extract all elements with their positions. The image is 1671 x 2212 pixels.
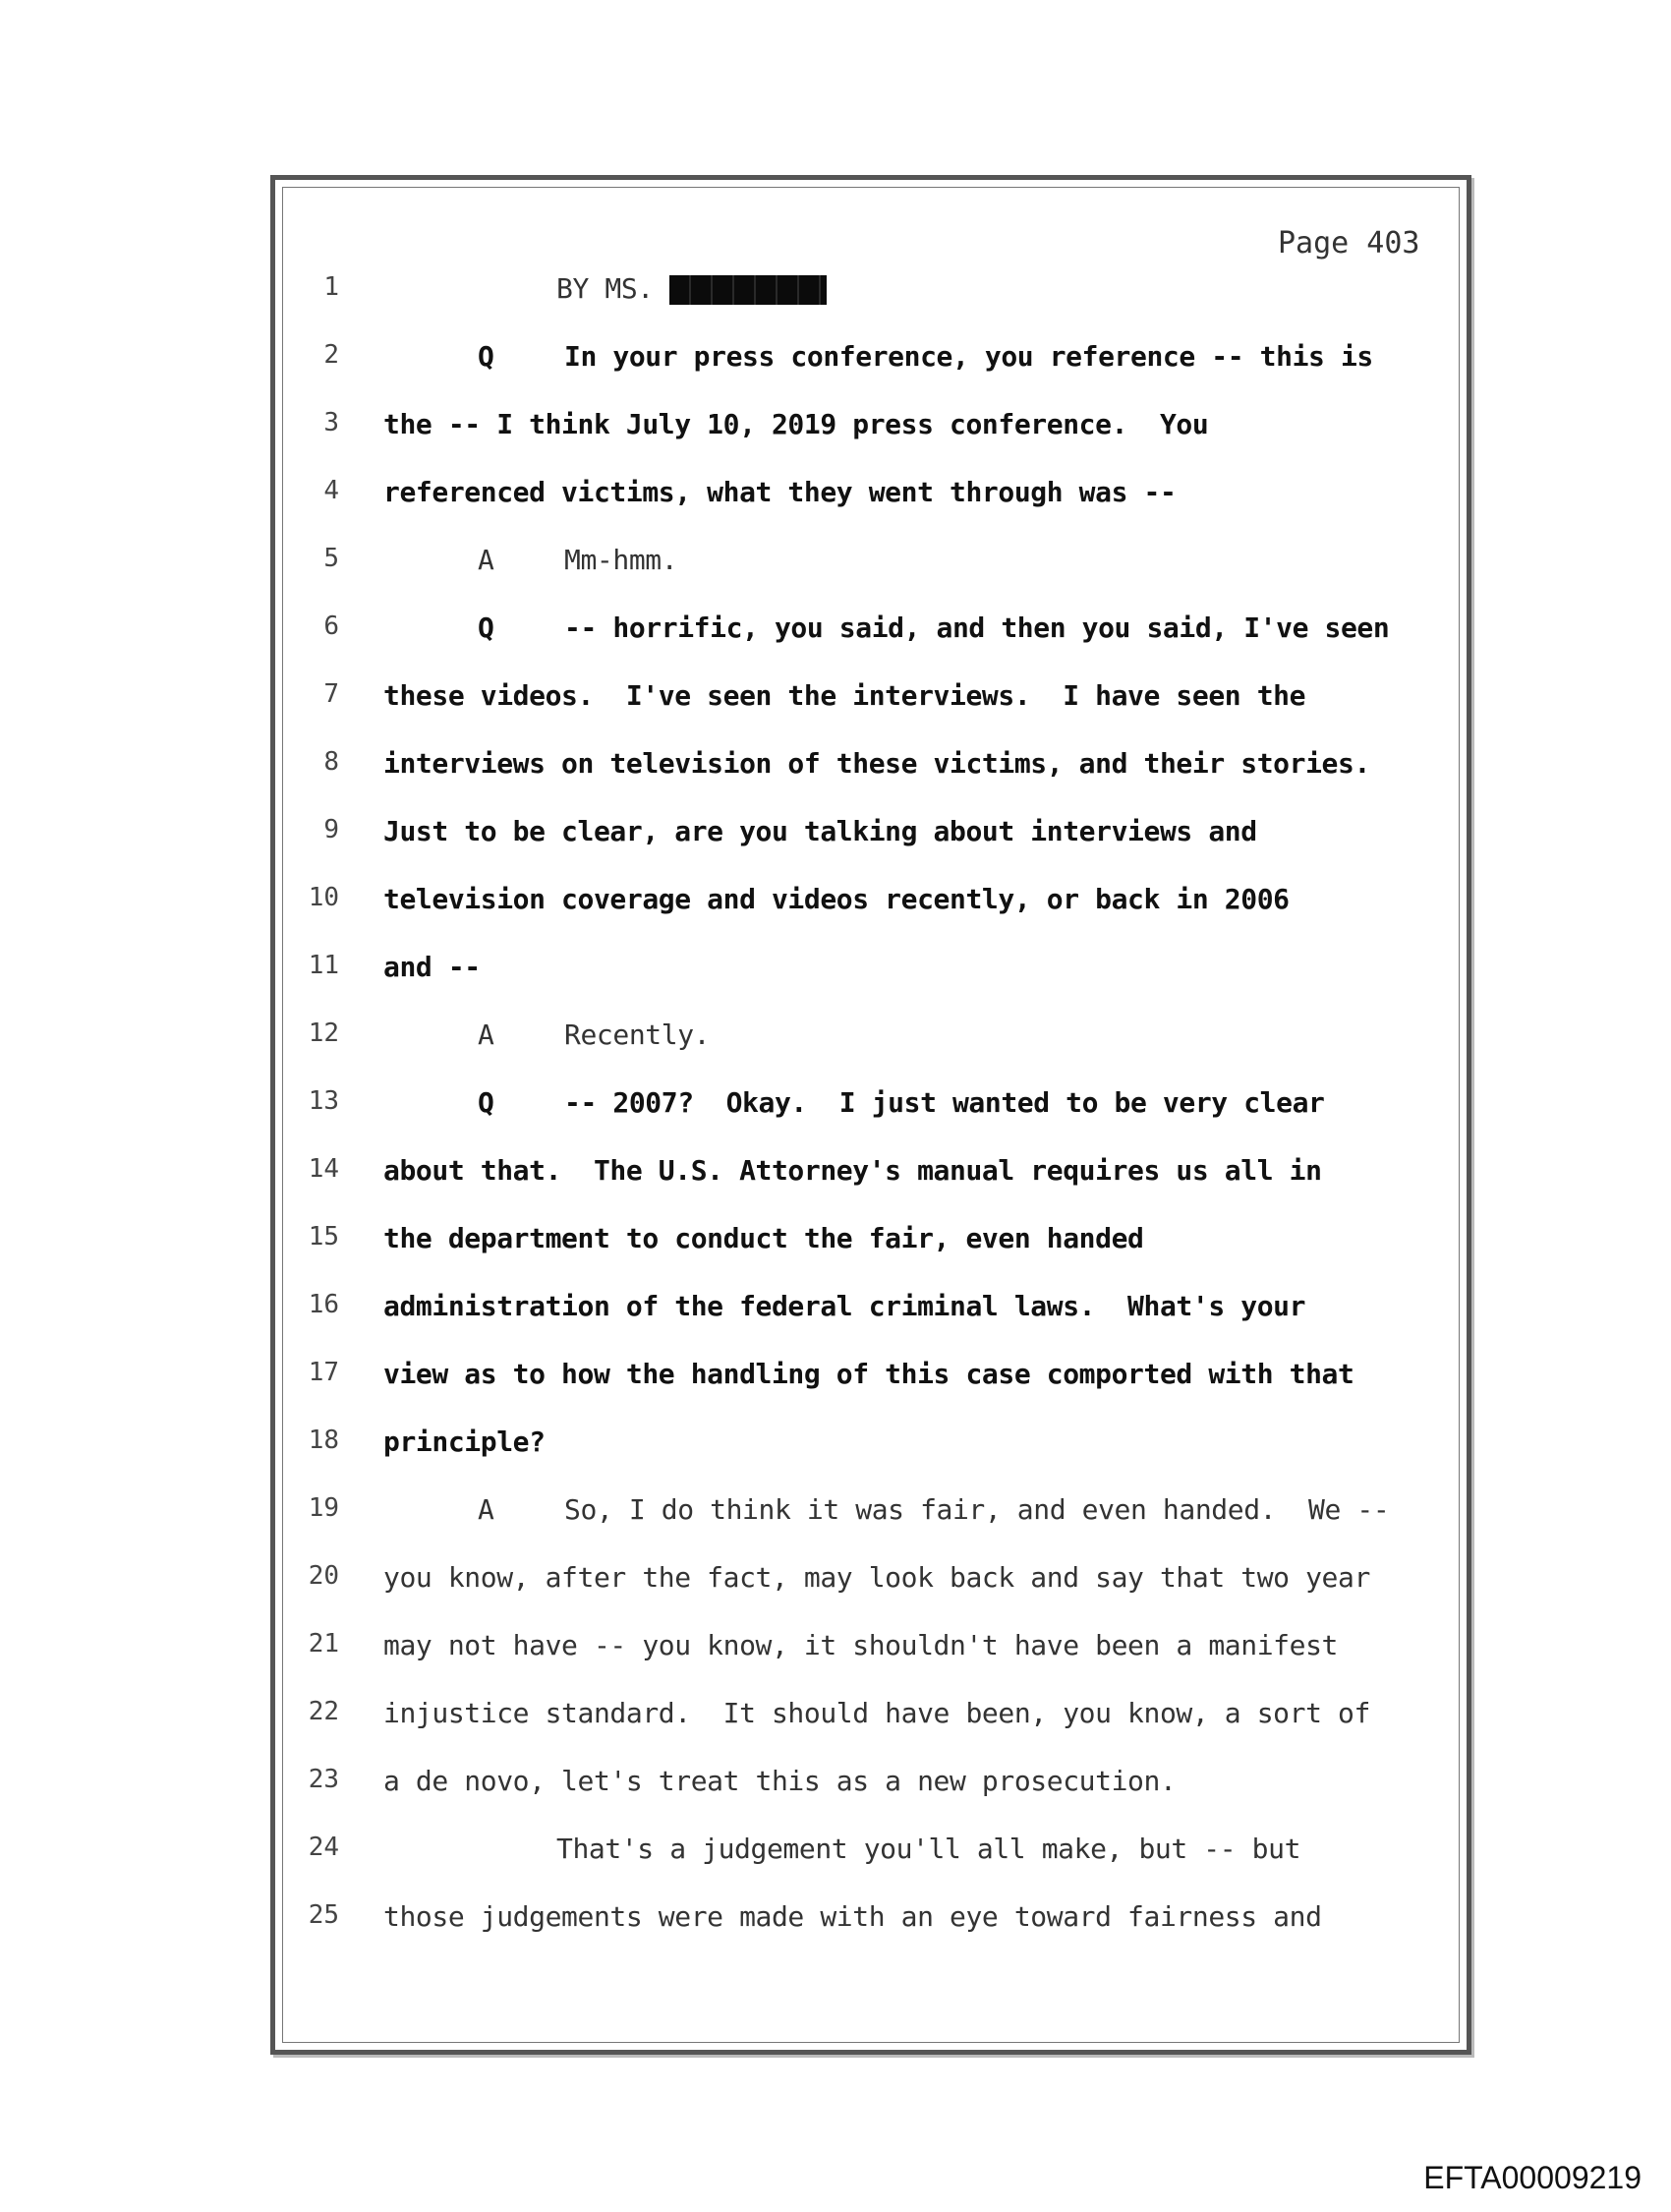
transcript-line xyxy=(0,1697,1671,1765)
line-text: view as to how the handling of this case comported with that xyxy=(383,1358,1354,1390)
line-text: -- horrific, you said, and then you said, I've seen xyxy=(564,611,1390,644)
line-text: administration of the federal criminal laws. What's your xyxy=(383,1290,1306,1322)
speaker-label: Q xyxy=(478,611,494,644)
line-text: Recently. xyxy=(564,1019,711,1051)
line-text: -- 2007? Okay. I just wanted to be very clear xyxy=(564,1086,1325,1119)
line-number: 20 xyxy=(308,1561,339,1591)
line-number: 17 xyxy=(308,1358,339,1387)
transcript-line xyxy=(0,611,1671,679)
line-number: 12 xyxy=(308,1019,339,1048)
line-text: about that. The U.S. Attorney's manual requires us all in xyxy=(383,1154,1322,1187)
transcript-line xyxy=(0,1561,1671,1629)
transcript-line xyxy=(0,1833,1671,1900)
speaker-label: A xyxy=(478,1493,494,1526)
transcript-line xyxy=(0,679,1671,747)
transcript-line xyxy=(0,1493,1671,1561)
line-text: these videos. I've seen the interviews. I have seen the xyxy=(383,679,1306,712)
line-text: those judgements were made with an eye toward fairness and xyxy=(383,1900,1322,1933)
line-number: 11 xyxy=(308,951,339,980)
page-number: Page 403 xyxy=(1278,226,1420,261)
line-text: In your press conference, you reference -- this is xyxy=(564,340,1373,373)
line-number: 18 xyxy=(308,1426,339,1455)
line-number: 21 xyxy=(308,1629,339,1659)
line-text: the department to conduct the fair, even handed xyxy=(383,1222,1144,1254)
transcript-line xyxy=(0,1154,1671,1222)
speaker-label: Q xyxy=(478,1086,494,1119)
line-text: BY MS. xyxy=(556,272,654,305)
transcript-line xyxy=(0,1765,1671,1833)
redaction-block xyxy=(669,275,827,305)
line-number: 23 xyxy=(308,1765,339,1794)
line-text: the -- I think July 10, 2019 press conference. You xyxy=(383,408,1209,440)
line-number: 15 xyxy=(308,1222,339,1252)
line-number: 8 xyxy=(323,747,339,777)
line-text: a de novo, let's treat this as a new prosecution. xyxy=(383,1765,1177,1797)
line-text: Just to be clear, are you talking about interviews and xyxy=(383,815,1257,847)
line-number: 25 xyxy=(308,1900,339,1930)
line-number: 19 xyxy=(308,1493,339,1523)
transcript-line xyxy=(0,1086,1671,1154)
line-number: 1 xyxy=(323,272,339,302)
transcript-line xyxy=(0,272,1671,340)
transcript-line xyxy=(0,408,1671,476)
line-text: may not have -- you know, it shouldn't have been a manifest xyxy=(383,1629,1338,1661)
line-number: 13 xyxy=(308,1086,339,1116)
line-number: 10 xyxy=(308,883,339,912)
transcript-line xyxy=(0,1900,1671,1968)
transcript-line xyxy=(0,1358,1671,1426)
line-number: 9 xyxy=(323,815,339,844)
line-number: 2 xyxy=(323,340,339,370)
transcript-line xyxy=(0,747,1671,815)
line-number: 6 xyxy=(323,611,339,641)
line-number: 24 xyxy=(308,1833,339,1862)
line-number: 16 xyxy=(308,1290,339,1319)
speaker-label: A xyxy=(478,1019,494,1051)
line-number: 14 xyxy=(308,1154,339,1184)
speaker-label: Q xyxy=(478,340,494,373)
document-id-footer: EFTA00009219 xyxy=(1423,2160,1642,2195)
line-number: 4 xyxy=(323,476,339,505)
line-text: you know, after the fact, may look back and say that two year xyxy=(383,1561,1370,1594)
transcript-line xyxy=(0,883,1671,951)
line-text: interviews on television of these victims, and their stories. xyxy=(383,747,1370,780)
line-text: That's a judgement you'll all make, but -- but xyxy=(556,1833,1301,1865)
transcript-line xyxy=(0,476,1671,544)
line-text: referenced victims, what they went through was -- xyxy=(383,476,1177,508)
transcript-line xyxy=(0,1426,1671,1493)
transcript-line xyxy=(0,1019,1671,1086)
line-number: 7 xyxy=(323,679,339,709)
transcript-line xyxy=(0,1222,1671,1290)
transcript-line xyxy=(0,951,1671,1019)
transcript-line xyxy=(0,1290,1671,1358)
line-text: injustice standard. It should have been, you know, a sort of xyxy=(383,1697,1370,1729)
line-number: 22 xyxy=(308,1697,339,1726)
transcript-line xyxy=(0,340,1671,408)
line-text: and -- xyxy=(383,951,481,983)
line-text: television coverage and videos recently, or back in 2006 xyxy=(383,883,1290,915)
line-number: 5 xyxy=(323,544,339,573)
line-number: 3 xyxy=(323,408,339,437)
speaker-label: A xyxy=(478,544,494,576)
transcript-line xyxy=(0,544,1671,611)
line-text: So, I do think it was fair, and even handed. We -- xyxy=(564,1493,1390,1526)
line-text: principle? xyxy=(383,1426,546,1458)
line-text: Mm-hmm. xyxy=(564,544,678,576)
transcript-line xyxy=(0,815,1671,883)
transcript-line xyxy=(0,1629,1671,1697)
